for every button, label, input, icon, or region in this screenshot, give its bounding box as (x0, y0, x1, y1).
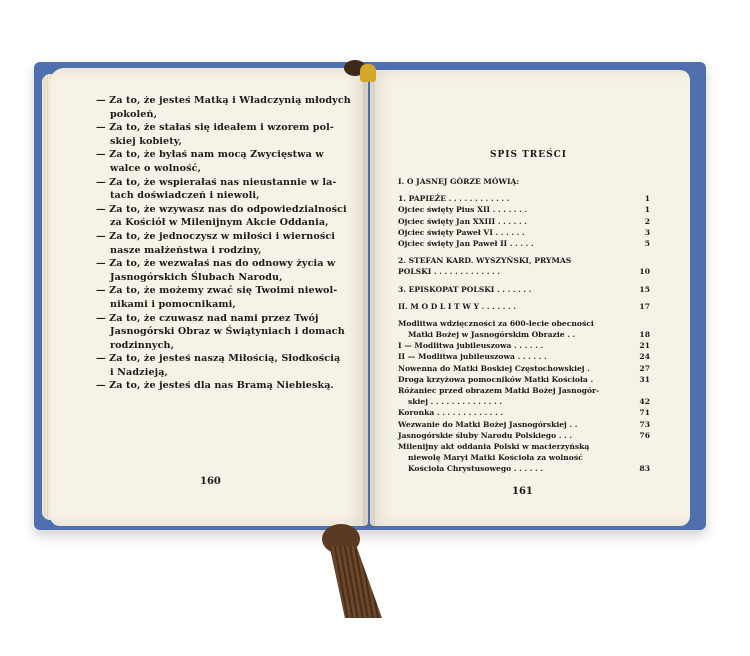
toc-entry-title: Modlitwa wdzięczności za 600-lecie obecności (398, 318, 594, 328)
toc-entry-page: 1 (644, 205, 650, 215)
toc-entry-page: 5 (644, 238, 650, 248)
left-page-text (96, 94, 354, 393)
toc-entry-page: 15 (639, 284, 650, 294)
toc-entry-page: 2 (644, 216, 650, 226)
bookmark-tassel (318, 546, 382, 618)
toc-entry (398, 374, 650, 385)
toc-entry (398, 452, 650, 463)
toc-entry-title: Nowenna do Matki Boskiej Częstochowskiej . (398, 363, 590, 373)
text-line: i Nadzieją, (110, 366, 169, 378)
toc-entry (398, 363, 650, 374)
toc-entry (398, 193, 650, 204)
text-line: — Za to, że jednoczysz w miłości i wierności (96, 230, 336, 242)
toc-entry-title: Milenijny akt oddania Polski w macierzyńską (398, 441, 590, 451)
left-page-number: 160 (200, 476, 221, 487)
text-line: — Za to, że stałaś się ideałem i wzorem pol- (96, 122, 334, 134)
toc-entry-title: 1. PAPIEŻE . . . . . . . . . . . . (398, 194, 510, 204)
toc-entry-page: 31 (639, 374, 650, 384)
toc-entry (398, 396, 650, 407)
toc-entry-title: 3. EPISKOPAT POLSKI . . . . . . . (398, 284, 532, 294)
toc-entry-title: Ojciec święty Jan XXIII . . . . . . (398, 216, 527, 226)
toc-entry (398, 176, 650, 187)
table-of-contents (398, 176, 650, 475)
toc-entry-title: Ojciec święty Paweł VI . . . . . . (398, 227, 525, 237)
toc-entry (398, 284, 650, 295)
text-line: — Za to, że jesteś naszą Miłością, Słodkością (96, 353, 341, 365)
text-line: rodzinnych, (110, 339, 175, 351)
toc-entry-title: Ojciec święty Jan Paweł II . . . . . (398, 238, 534, 248)
toc-entry-title: skiej . . . . . . . . . . . . . . (408, 397, 503, 407)
toc-entry (398, 238, 650, 249)
toc-entry-page: 71 (639, 408, 650, 418)
toc-entry-title: I. O JASNEJ GÓRZE MÓWIĄ: (398, 177, 520, 186)
text-line: — Za to, że byłaś nam mocą Zwycięstwa w (96, 149, 324, 161)
toc-entry-title: Ojciec święty Pius XII . . . . . . . (398, 205, 528, 215)
toc-entry-page: 73 (639, 419, 650, 429)
toc-entry-page: 76 (639, 430, 650, 440)
toc-entry (398, 301, 650, 312)
toc-entry (398, 419, 650, 430)
toc-entry-page: 42 (639, 397, 650, 407)
text-line: pokoleń, (110, 108, 158, 120)
text-line: walce o wolność, (110, 162, 202, 174)
toc-heading: SPIS TREŚCI (490, 150, 568, 160)
text-line: nikami i pomocnikami, (110, 298, 236, 310)
toc-entry (398, 204, 650, 215)
toc-entry-page: 24 (639, 352, 650, 362)
toc-entry-page: 17 (639, 301, 650, 311)
toc-entry (398, 430, 650, 441)
bookmark-gold-ribbon (360, 64, 376, 82)
toc-entry-title: 2. STEFAN KARD. WYSZYŃSKI, PRYMAS (398, 256, 572, 266)
toc-entry-page: 83 (639, 464, 650, 474)
toc-entry (398, 351, 650, 362)
toc-entry-title: Wezwanie do Matki Bożej Jasnogórskiej . . (398, 419, 578, 429)
text-line: — Za to, że wezwałaś nas do odnowy życia w (96, 258, 336, 270)
toc-entry (398, 463, 650, 474)
text-line: nasze małżeństwa i rodziny, (110, 244, 262, 256)
toc-entry-page: 1 (644, 194, 650, 204)
toc-entry-page: 3 (644, 227, 650, 237)
toc-entry (398, 266, 650, 277)
toc-entry (398, 255, 650, 266)
text-line: za Kościół w Milenijnym Akcie Oddania, (110, 217, 329, 229)
toc-entry-title: Różaniec przed obrazem Matki Bożej Jasnogór- (398, 386, 600, 395)
toc-entry (398, 340, 650, 351)
toc-entry-title: Matki Bożej w Jasnogórskim Obrazie . . (408, 330, 576, 340)
text-line: — Za to, że możemy zwać się Twoimi niewol- (96, 285, 338, 297)
text-line: — Za to, że jesteś dla nas Bramą Niebieską. (96, 380, 334, 392)
toc-entry (398, 329, 650, 340)
toc-entry-title: Kościoła Chrystusowego . . . . . . (408, 464, 543, 474)
toc-entry-title: Droga krzyżowa pomocników Matki Kościoła . (398, 374, 594, 384)
text-line: Jasnogórski Obraz w Świątyniach i domach (110, 326, 345, 338)
toc-entry-page: 18 (639, 330, 650, 340)
text-line: — Za to, że jesteś Matką i Władczynią młodych (96, 95, 351, 106)
toc-entry-title: niewolę Maryi Matki Kościoła za wolność (408, 453, 583, 463)
toc-entry (398, 441, 650, 452)
toc-entry-title: POLSKI . . . . . . . . . . . . . (398, 267, 501, 277)
toc-entry-page: 27 (639, 363, 650, 373)
toc-entry (398, 385, 650, 396)
toc-entry-title: I — Modlitwa jubileuszowa . . . . . . (398, 341, 544, 351)
text-line: — Za to, że wspierałaś nas nieustannie w la- (96, 176, 337, 188)
text-line: tach doświadczeń i niewoli, (110, 190, 260, 202)
text-line: — Za to, że wzywasz nas do odpowiedzialności (96, 203, 347, 215)
toc-entry-title: Koronka . . . . . . . . . . . . . (398, 408, 504, 418)
toc-entry (398, 407, 650, 418)
right-page-number: 161 (512, 486, 533, 497)
text-line: Jasnogórskich Ślubach Narodu, (110, 271, 283, 283)
toc-entry (398, 216, 650, 227)
toc-entry (398, 227, 650, 238)
book-gutter (363, 66, 375, 528)
toc-entry-page: 21 (639, 341, 650, 351)
toc-entry-title: Jasnogórskie śluby Narodu Polskiego . . . (398, 430, 573, 440)
toc-entry-page: 10 (639, 267, 650, 277)
toc-entry-title: II — Modlitwa jubileuszowa . . . . . . (398, 352, 547, 362)
text-line: skiej kobiety, (110, 135, 182, 147)
toc-entry-title: II. M O D L I T W Y . . . . . . . (398, 301, 517, 311)
text-line: — Za to, że czuwasz nad nami przez Twój (96, 312, 319, 324)
toc-entry (398, 318, 650, 329)
